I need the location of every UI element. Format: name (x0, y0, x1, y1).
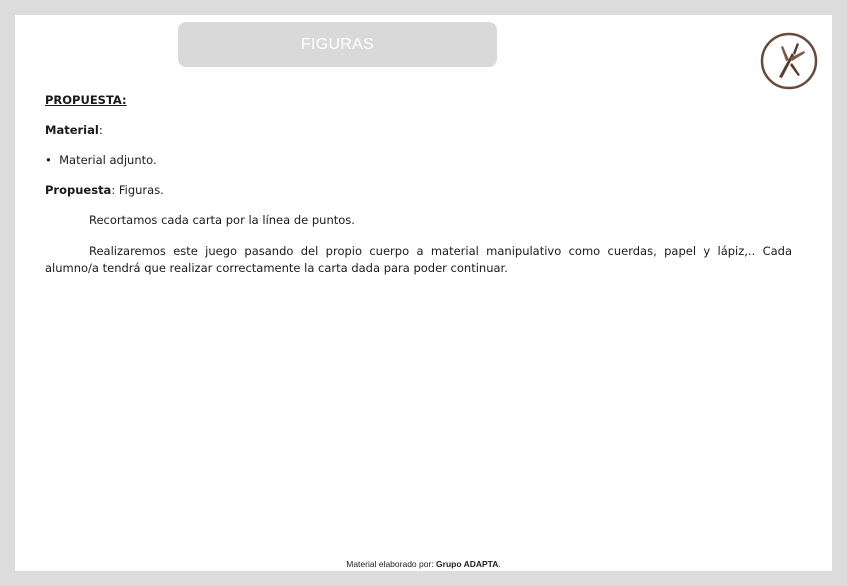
bullet-marker: • (45, 153, 52, 167)
hands-logo-icon (759, 31, 819, 91)
propuesta-line (45, 182, 792, 199)
footer-suffix: . (498, 559, 501, 569)
propuesta-value: : Figuras. (111, 183, 164, 197)
paragraph-2: Realizaremos este juego pasando del propio cuerpo a material manipulativo como cuerdas, papel y lápiz,.. Cada alumno/a tendrá que realizar correctamente la carta dada para poder continuar. (45, 244, 792, 275)
footer-prefix: Material elaborado por: (346, 559, 437, 569)
material-label: Material (45, 123, 99, 137)
page-title: FIGURAS (300, 35, 375, 53)
material-colon: : (98, 123, 103, 137)
paragraph-1: Recortamos cada carta por la línea de puntos. (89, 213, 355, 227)
footer-author: Grupo ADAPTA (436, 559, 499, 569)
material-line (45, 122, 792, 139)
document-page (15, 15, 832, 571)
list-item (45, 152, 792, 169)
title-banner (178, 22, 497, 67)
bullet-text: Material adjunto. (59, 153, 157, 167)
propuesta-label: Propuesta (45, 183, 112, 197)
footer-credit (15, 559, 832, 569)
section-heading: PROPUESTA: (45, 93, 127, 107)
content-body (45, 92, 792, 291)
